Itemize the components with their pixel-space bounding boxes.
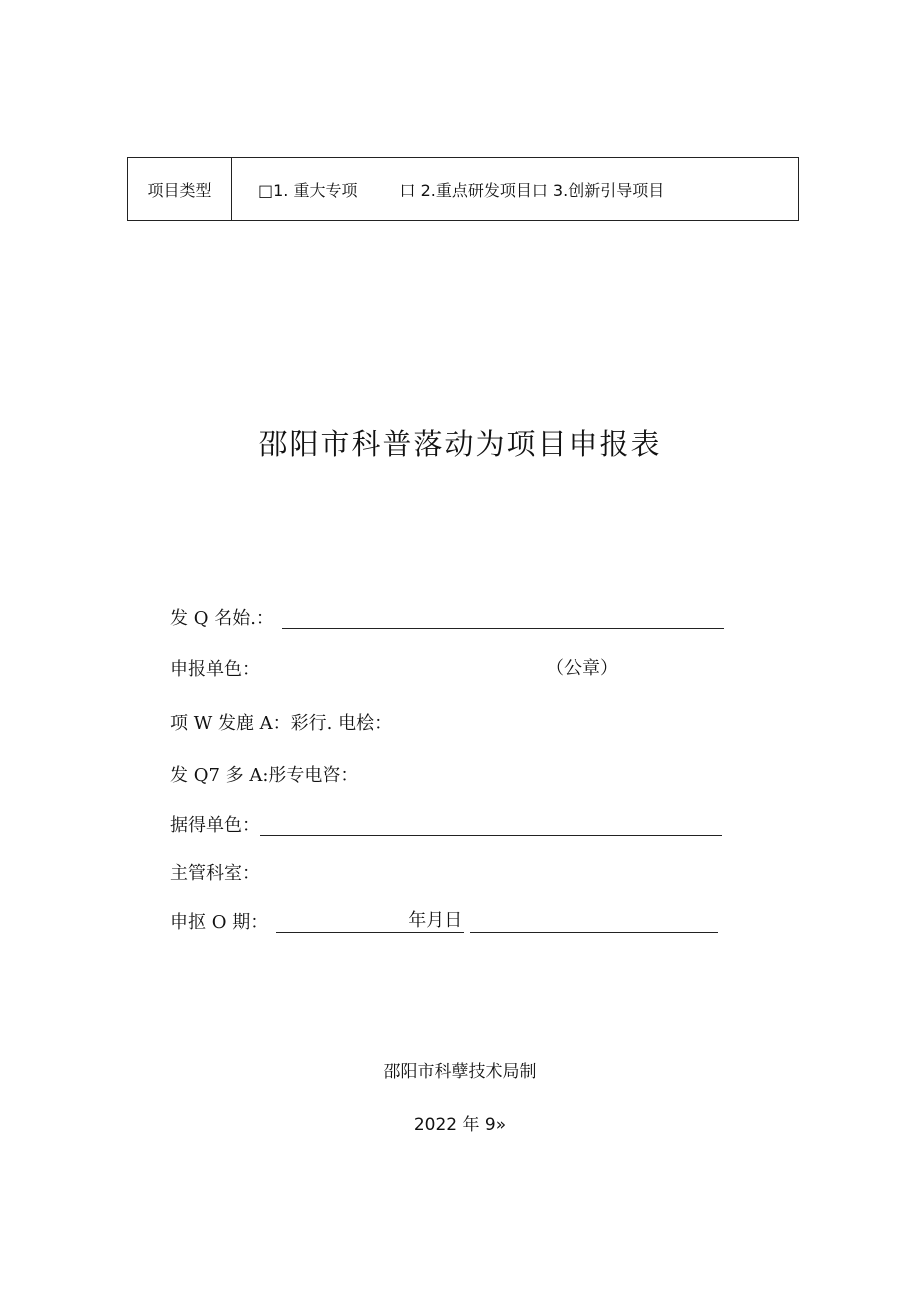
project-name-field: [170, 603, 724, 631]
project-type-options: [232, 158, 798, 220]
project-type-label: 项目类型: [128, 158, 232, 220]
applicant-field: [170, 654, 260, 682]
apply-date-label: 申抠 O 期：: [170, 912, 269, 933]
project-name-input-line[interactable]: [282, 606, 724, 629]
dept-label: 主管科室：: [170, 863, 260, 884]
apply-date-text: 年月日: [408, 910, 463, 931]
applicant-label: 申报单色：: [170, 659, 260, 680]
project-lead-field: [170, 708, 392, 736]
form-title: 邵阳市科普落动为项目申报表: [258, 427, 662, 461]
option-major-project[interactable]: □1. 重大专项: [258, 180, 358, 200]
apply-date-year-line[interactable]: [276, 910, 406, 933]
issuing-org: 邵阳市科孽技术局制: [383, 1062, 537, 1082]
dept-field: [170, 858, 260, 886]
contact-label: 发 Q7 多 A:彤专电咨：: [170, 765, 359, 786]
option-other-projects[interactable]: 口 2.重点研发项目口 3.创新引导项目: [399, 180, 665, 200]
issue-date: 2022 年 9»: [413, 1115, 507, 1135]
project-type-table: [127, 157, 799, 221]
apply-date-field: [170, 907, 718, 935]
seal-note: （公章）: [546, 658, 618, 679]
project-name-label: 发 Q 名始.：: [170, 608, 274, 629]
apply-date-tail-line[interactable]: [470, 910, 718, 933]
contact-field: [170, 760, 358, 788]
partner-unit-field: [170, 810, 722, 838]
partner-unit-label: 据得单色：: [170, 815, 260, 836]
partner-unit-input-line[interactable]: [260, 813, 722, 836]
project-lead-label: 项 W 发鹿 A：彩行. 电桧：: [170, 713, 393, 734]
